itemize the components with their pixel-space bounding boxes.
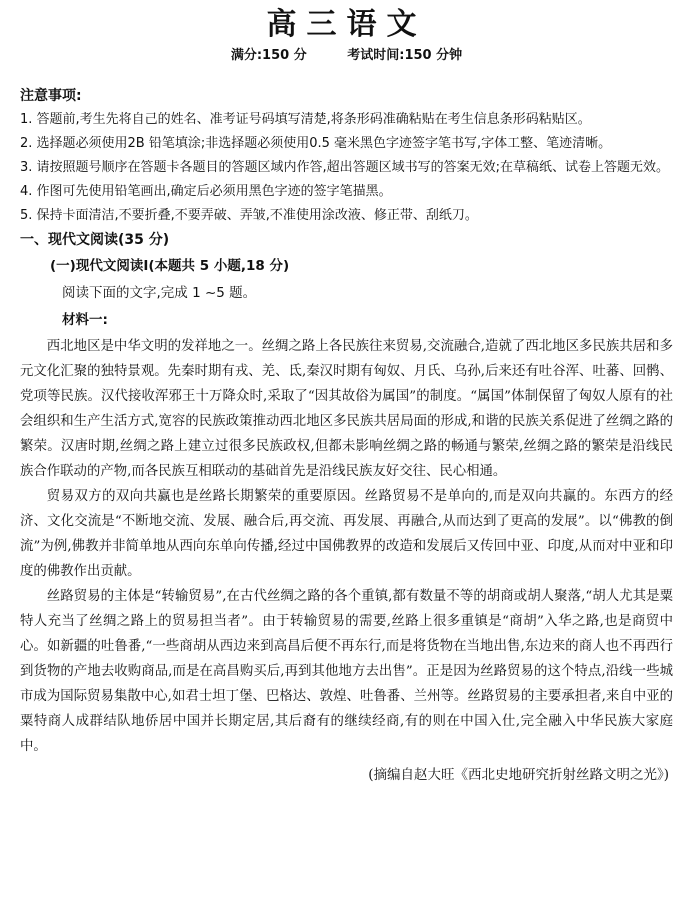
notice-heading: 注意事项: (20, 88, 82, 104)
page-title: 高三语文 (266, 7, 427, 42)
exam-info (16, 44, 677, 68)
reading-instruction: 阅读下面的文字,完成 1 ~5 题。 (62, 285, 257, 301)
notice-item-4: 4. 作图可先使用铅笔画出,确定后必须用黑色字迹的签字笔描黑。 (20, 184, 392, 199)
paragraph-3: 丝路贸易的主体是“转输贸易”,在古代丝绸之路的各个重镇,都有数量不等的胡商或胡人聚落,“胡人尤其是粟特人充当了丝绸之路上的贸易担当者”。由于转输贸易的需要,丝路上很多重镇是“商胡”入华之路,也是商贸中心。如新疆的吐鲁番,“一些商胡从西边来到高昌后便不再东行,而是将货物在当地出售,东边来的商人也不再西行到货物的产地去收购商品,而是在高昌购买后,再到其他地方去出售”。正是因为丝路贸易的这个特点,沿线一些城市成为国际贸易集散中心,如君士坦丁堡、巴格达、敦煌、吐鲁番、兰州等。丝路贸易的主要承担者,来自中亚的粟特商人成群结队地侨居中国并长期定居,其后裔有的继续经商,有的则在中国入仕,完全融入中华民族大家庭中。 (20, 589, 673, 754)
paragraph-1: 西北地区是中华文明的发祥地之一。丝绸之路上各民族往来贸易,交流融合,造就了西北地区多民族共居和多元文化汇聚的独特景观。先秦时期有戎、羌、氐,秦汉时期有匈奴、月氏、乌孙,后来还有吐谷浑、吐蕃、回鹘、党项等民族。汉代接收浑邪王十万降众时,采取了“因其故俗为属国”的制度。“属国”体制保留了匈奴人原有的社会组织和生产生活方式,宽容的民族政策推动西北地区多民族共居局面的形成,和谐的民族关系促进了丝绸之路的繁荣。汉唐时期,丝绸之路上建立过很多民族政权,但都未影响丝绸之路的畅通与繁荣,丝绸之路的繁荣是沿线民族合作联动的产物,而各民族互相联动的基础首先是沿线民族友好交往、民心相通。 (20, 339, 673, 479)
source-citation: (摘编自赵大旺《西北史地研究折射丝路文明之光》) (368, 767, 669, 783)
section-heading: 一、现代文阅读(35 分) (20, 232, 170, 248)
notice-item-3: 3. 请按照题号顺序在答题卡各题目的答题区域内作答,超出答题区域书写的答案无效;在草稿纸、试卷上答题无效。 (20, 160, 670, 175)
exam-time: 考试时间:150 分钟 (347, 48, 463, 63)
notice-item-2: 2. 选择题必须使用2B 铅笔填涂;非选择题必须使用0.5 毫米黑色字迹签字笔书写,字体工整、笔迹清晰。 (20, 136, 612, 151)
notice-item-5: 5. 保持卡面清洁,不要折叠,不要弄破、弄皱,不准使用涂改液、修正带、刮纸刀。 (20, 208, 478, 223)
paragraph-2: 贸易双方的双向共赢也是丝路长期繁荣的重要原因。丝路贸易不是单向的,而是双向共赢的。东西方的经济、文化交流是“不断地交流、发展、融合后,再交流、再发展、再融合,从而达到了更高的发展”。以“佛教的倒流”为例,佛教并非简单地从西向东单向传播,经过中国佛教界的改造和发展后又传回中亚、印度,从而对中亚和印度的佛教作出贡献。 (20, 489, 673, 579)
material-label: 材料一: (62, 312, 108, 328)
notice-item-1: 1. 答题前,考生先将自己的姓名、准考证号码填写清楚,将条形码准确粘贴在考生信息条形码粘贴区。 (20, 112, 591, 127)
subsection-heading: (一)现代文阅读Ⅰ(本题共 5 小题,18 分) (50, 258, 290, 274)
full-score: 满分:150 分 (230, 48, 307, 63)
